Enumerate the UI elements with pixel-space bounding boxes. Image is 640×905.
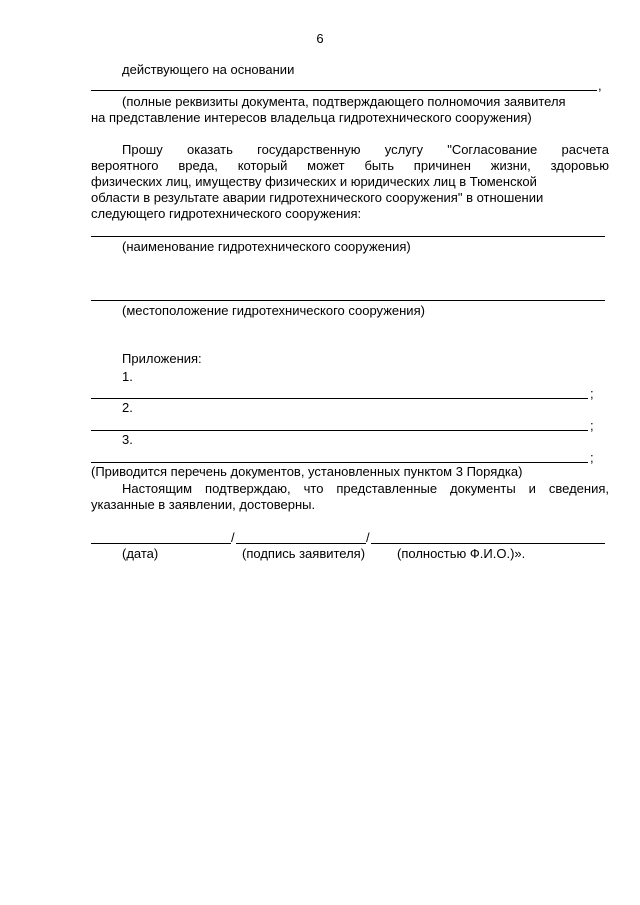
request-line-2-word: вреда,	[178, 158, 218, 173]
request-line-1-word: услугу	[384, 142, 423, 157]
basis-blank-line	[91, 90, 597, 91]
page-number: 6	[316, 31, 324, 46]
attachment-number-3: 3.	[122, 432, 133, 447]
request-line-2-word: который	[237, 158, 288, 173]
request-line-1-word: Прошу	[122, 142, 163, 157]
structure-name-note: (наименование гидротехнического сооружения)	[122, 239, 411, 254]
attachments-heading: Приложения:	[122, 351, 202, 366]
basis-note-line2: на представление интересов владельца гидротехнического сооружения)	[91, 110, 532, 125]
request-line-2-word: здоровью	[550, 158, 609, 173]
request-line-4-word: области в результате аварии гидротехнического сооружения" в отношении	[91, 190, 544, 205]
request-line-2-word: быть	[364, 158, 394, 173]
request-line-2-word: вероятного	[91, 158, 159, 173]
request-line-5: следующего гидротехнического сооружения:	[91, 206, 362, 221]
request-line-4	[91, 190, 609, 206]
structure-location-line	[91, 300, 605, 301]
attachment-line-3	[91, 462, 588, 463]
confirm-line-1	[91, 481, 609, 497]
request-line-2-word: причинен	[413, 158, 471, 173]
structure-location-note: (местоположение гидротехнического сооружения)	[122, 303, 425, 318]
basis-note-text1: (полные реквизиты документа, подтверждающего полномочия заявителя	[122, 94, 566, 109]
request-line-1	[91, 142, 609, 158]
attachment-end-1: ;	[590, 386, 594, 401]
attachments-note: (Приводится перечень документов, установленных пунктом 3 Порядка)	[91, 464, 523, 479]
confirm-line-1-word: Настоящим	[122, 481, 193, 496]
attachment-line-2	[91, 430, 588, 431]
signature-blank-line	[236, 543, 366, 544]
attachment-number-2: 2.	[122, 400, 133, 415]
request-line-1-word: оказать	[186, 142, 233, 157]
full-name-blank-line	[371, 543, 605, 544]
request-line-1-word: расчета	[561, 142, 609, 157]
attachment-end-2: ;	[590, 418, 594, 433]
confirm-line-1-word: документы	[450, 481, 516, 496]
confirm-line-1-word: сведения,	[548, 481, 609, 496]
basis-note-line1	[91, 94, 609, 110]
confirm-line-1-word: что	[303, 481, 324, 496]
request-line-1-word: "Согласование	[447, 142, 538, 157]
separator-1: /	[231, 530, 235, 545]
confirm-line-1-word: подтверждаю,	[205, 481, 291, 496]
request-line-1-word: государственную	[257, 142, 361, 157]
signature-label: (подпись заявителя)	[242, 546, 366, 561]
attachment-number-1: 1.	[122, 369, 133, 384]
confirm-line-2: указанные в заявлении, достоверны.	[91, 497, 316, 512]
attachment-line-1	[91, 398, 588, 399]
separator-2: /	[366, 530, 370, 545]
request-line-2	[91, 158, 609, 174]
request-line-2-word: может	[307, 158, 345, 173]
full-name-label: (полностью Ф.И.О.)».	[397, 546, 526, 561]
structure-name-line	[91, 236, 605, 237]
confirm-line-1-word: и	[528, 481, 536, 496]
date-label: (дата)	[122, 546, 159, 561]
basis-line-comma: ,	[598, 78, 602, 93]
date-blank-line	[91, 543, 231, 544]
confirm-line-1-word: представленные	[336, 481, 438, 496]
request-line-3-word: физических лиц, имуществу физических и юридических лиц в Тюменской	[91, 174, 537, 189]
acting-basis-label: действующего на основании	[122, 62, 295, 77]
attachment-end-3: ;	[590, 450, 594, 465]
request-line-2-word: жизни,	[490, 158, 531, 173]
request-line-3	[91, 174, 609, 190]
